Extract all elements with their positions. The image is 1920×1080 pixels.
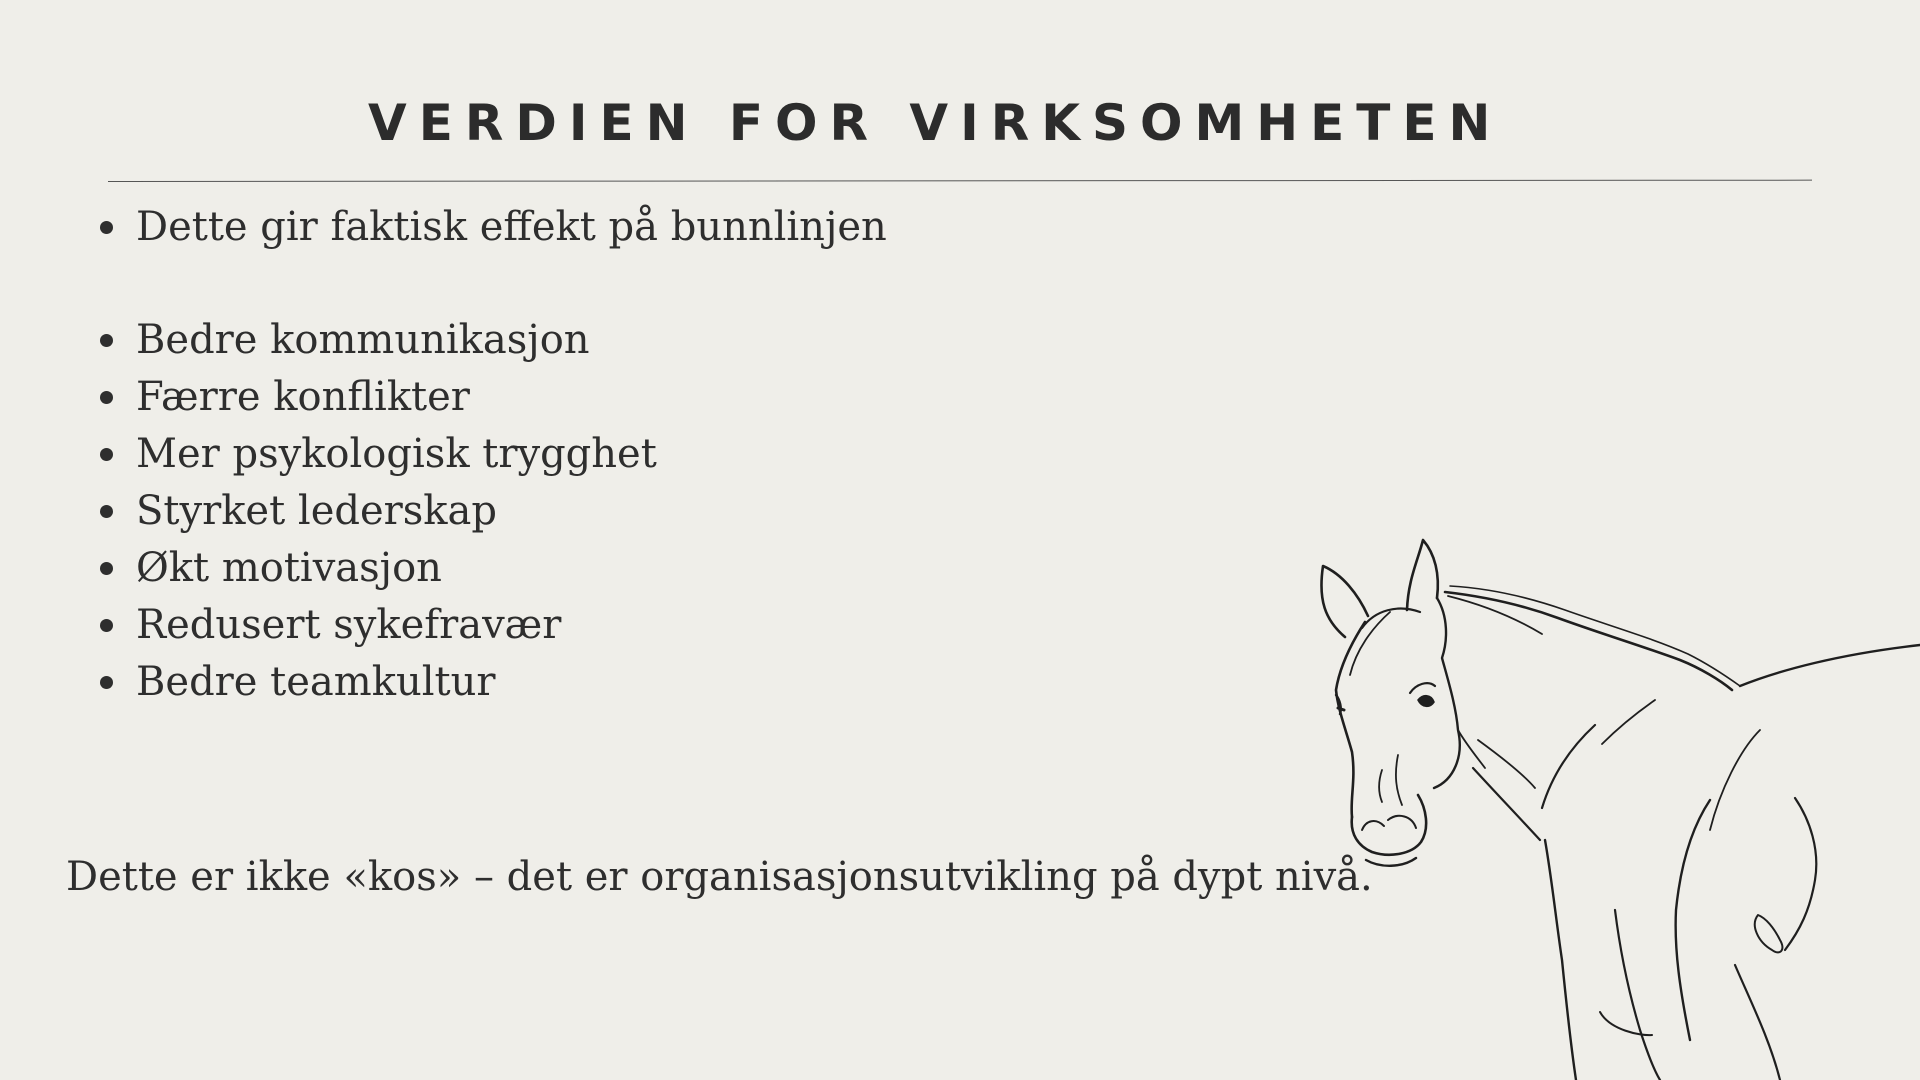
bullet-dot-icon — [100, 334, 113, 347]
horse-line-drawing-icon — [1280, 530, 1920, 1080]
bullet-dot-icon — [100, 619, 113, 632]
bullet-dot-icon — [100, 391, 113, 404]
list-item-text: Dette gir faktisk effekt på bunnlinjen — [136, 204, 887, 250]
bullet-dot-icon — [100, 676, 113, 689]
bullet-dot-icon — [100, 505, 113, 518]
bullet-dot-icon — [100, 562, 113, 575]
list-item-text: Færre konflikter — [136, 374, 470, 420]
slide-title: VERDIEN FOR VIRKSOMHETEN — [368, 94, 1503, 152]
bullet-dot-icon — [100, 448, 113, 461]
list-item-text: Redusert sykefravær — [136, 602, 562, 648]
list-item-text: Bedre kommunikasjon — [136, 317, 590, 363]
list-item-text: Mer psykologisk trygghet — [136, 431, 657, 477]
bullet-dot-icon — [100, 221, 113, 234]
list-item-text: Styrket lederskap — [136, 488, 497, 534]
list-item-text: Økt motivasjon — [136, 545, 442, 591]
list-item-text: Bedre teamkultur — [136, 659, 496, 705]
title-divider — [108, 180, 1812, 182]
tagline: Dette er ikke «kos» – det er organisasjonsutvikling på dypt nivå. — [66, 854, 1373, 900]
